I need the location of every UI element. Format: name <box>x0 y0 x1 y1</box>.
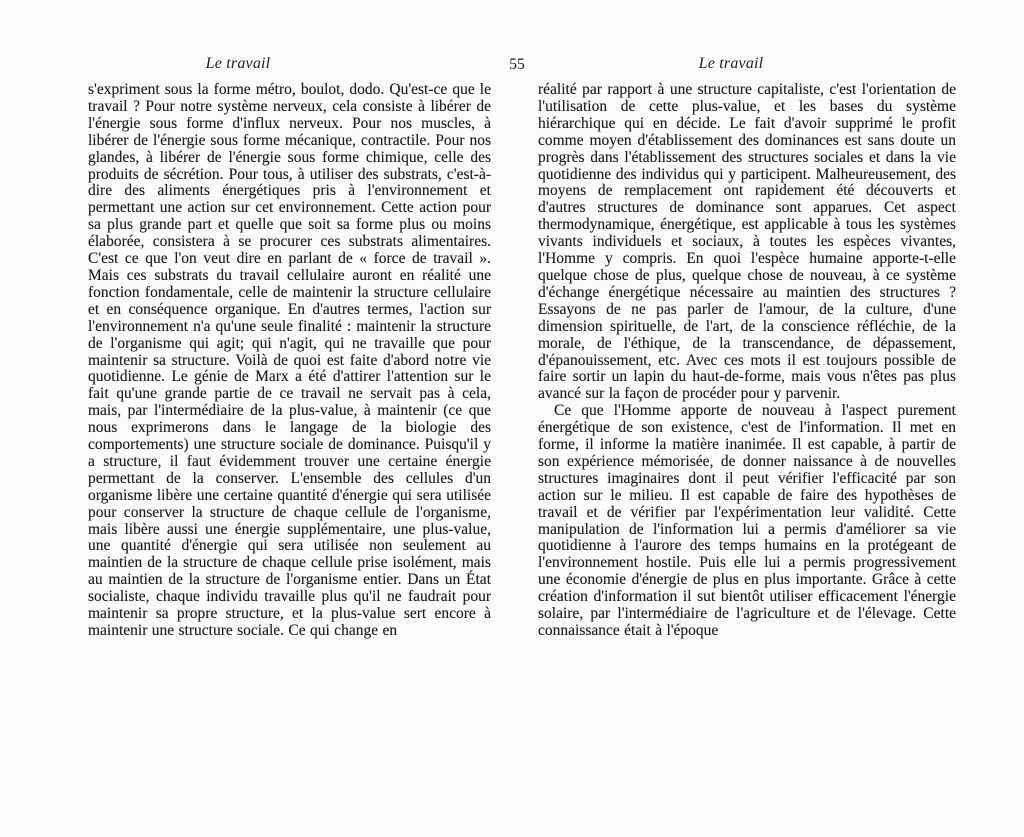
right-page-paragraph-2: Ce que l'Homme apporte de nouveau à l'aspect purement énergétique de son existence, c'est de l'information. Il met en forme, il informe la matière inanimée. Il est capable, à partir de son expérience mémorisée, de donner naissance à de nouvelles structures imaginaires dont il peut vérifier l'efficacité par son action sur le milieu. Il est capable de faire des hypothèses de travail et de vérifier par l'expérimentation leur validité. Cette manipulation de l'information lui a permis d'améliorer sa vie quotidienne à l'aurore des temps humains en la protégeant de l'environnement hostile. Puis elle lui a permis progressivement une économie d'énergie de plus en plus importante. Grâce à cette création d'information il sut bientôt utiliser efficacement l'énergie solaire, par l'intermédiaire de l'agriculture et de l'élevage. Cette connaissance était à l'époque <box>538 402 956 639</box>
right-page-paragraph-1: réalité par rapport à une structure capitaliste, c'est l'orientation de l'utilisation de cette plus-value, et les bases du système hiérarchique qui en décide. Le fait d'avoir supprimé le profit comme moyen d'établissement des dominances est sans doute un progrès dans l'établissement des structures sociales et dans la vie quotidienne des individus qui y participent. Malheureusement, des moyens de remplacement ont rapidement été découverts et d'autres structures de dominance sont apparues. Cet aspect thermodynamique, énergétique, est applicable à tous les systèmes vivants individuels et sociaux, à toutes les espèces vivantes, l'Homme y compris. En quoi l'espèce humaine apporte-t-elle quelque chose de plus, quelque chose de nouveau, à ce système d'échange énergétique nécessaire au maintien des structures ? Essayons de ne pas parler de l'amour, de la culture, d'une dimension spirituelle, de l'art, de la conscience réfléchie, de la morale, de l'éthique, de la transcendance, de dépassement, d'épanouissement, etc. Avec ces mots il est toujours possible de faire sortir un lapin du haut-de-forme, mais vous n'êtes pas plus avancé sur la façon de procéder pour y parvenir. <box>538 81 956 403</box>
page-number: 55 <box>509 56 525 73</box>
right-page-text-column <box>538 82 956 640</box>
left-page-paragraph: s'expriment sous la forme métro, boulot, dodo. Qu'est-ce que le travail ? Pour notre système nerveux, cela consiste à libérer de l'énergie sous forme d'influx nerveux. Pour nos muscles, à libérer de l'énergie sous forme mécanique, contractile. Pour nos glandes, à libérer de l'énergie sous forme chimique, celle des produits de sécrétion. Pour tous, à utiliser des substrats, c'est-à-dire des aliments énergétiques pris à l'environnement et permettant une action sur cet environnement. Cette action pour sa plus grande part et quelle que soit sa forme plus ou moins élaborée, consistera à se procurer ces substrats alimentaires. C'est ce que l'on veut dire en parlant de « force de travail ». Mais ces substrats du travail cellulaire auront en réalité une fonction fondamentale, celle de maintenir la structure cellulaire et en conséquence organique. En d'autres termes, l'action sur l'environnement n'a qu'une seule finalité : maintenir la structure de l'organisme qui agit; qui n'agit, qui ne travaille que pour maintenir sa structure. Voilà de quoi est faite d'abord notre vie quotidienne. Le génie de Marx a été d'attirer l'attention sur le fait qu'une grande partie de ce travail ne servait pas à cela, mais, par l'intermédiaire de la plus-value, à maintenir (ce que nous exprimerons dans le langage de la biologie des comportements) une structure sociale de dominance. Puisqu'il y a structure, il faut évidemment trouver une certaine énergie permettant de la conserver. L'ensemble des cellules d'un organisme libère une certaine quantité d'énergie qui sera utilisée pour conserver la structure de chaque cellule de l'organisme, mais libère aussi une énergie supplémentaire, une plus-value, une quantité d'énergie qui sera utilisée non seulement au maintien de la structure de chaque cellule prise isolément, mais au maintien de la structure de l'organisme entier. Dans un État socialiste, chaque individu travaille plus qu'il ne faudrait pour maintenir sa propre structure, et la plus-value sert encore à maintenir une structure sociale. Ce qui change en <box>88 81 491 639</box>
left-page-running-title: Le travail <box>205 55 271 72</box>
right-page-running-title: Le travail <box>698 55 764 72</box>
left-page-text-column <box>88 82 491 640</box>
